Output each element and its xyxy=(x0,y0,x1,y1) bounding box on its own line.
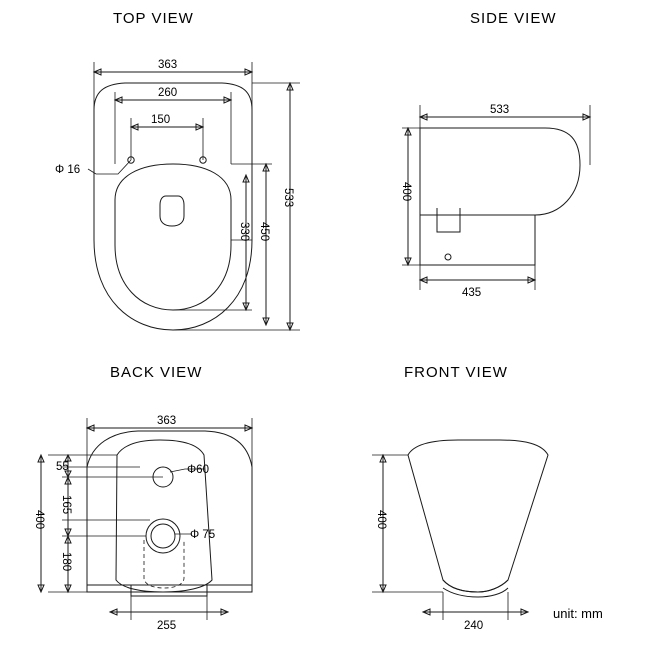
view-title-side-view: SIDE VIEW xyxy=(470,10,557,27)
dim-top-533: 533 xyxy=(282,188,294,208)
dim-back-255: 255 xyxy=(157,620,177,632)
dim-top-330: 330 xyxy=(238,222,250,242)
unit-label: unit: mm xyxy=(553,606,603,621)
dim-top-260: 260 xyxy=(158,87,178,99)
view-title-back-view: BACK VIEW xyxy=(110,364,203,381)
dim-back-180: 180 xyxy=(60,552,72,572)
dim-top-150: 150 xyxy=(151,114,171,126)
side-view-dimensions xyxy=(400,104,590,299)
back-view-dimensions xyxy=(33,415,252,632)
front-view-dimensions xyxy=(372,455,528,632)
dim-side-400: 400 xyxy=(400,182,412,202)
dim-back-363: 363 xyxy=(157,415,177,427)
back-view-geometry xyxy=(87,431,252,596)
dim-front-240: 240 xyxy=(464,620,484,632)
dim-side-435: 435 xyxy=(462,287,482,299)
dim-back-165: 165 xyxy=(60,495,72,515)
dim-back-hole-75: Φ 75 xyxy=(190,529,216,541)
dim-back-55: 55 xyxy=(56,461,69,473)
dim-back-hole-60: Φ60 xyxy=(187,464,209,476)
view-title-top-view: TOP VIEW xyxy=(113,10,194,27)
dim-top-363: 363 xyxy=(158,59,178,71)
view-title-front-view: FRONT VIEW xyxy=(404,364,508,381)
top-view-dimensions xyxy=(55,59,300,330)
dim-back-400: 400 xyxy=(33,510,45,530)
dim-top-450: 450 xyxy=(258,222,270,242)
dim-side-533: 533 xyxy=(490,104,510,116)
dim-top-hole-dia: Φ 16 xyxy=(55,164,81,176)
front-view-geometry xyxy=(408,440,548,597)
dim-front-400: 400 xyxy=(375,510,387,530)
side-view-geometry xyxy=(420,128,580,265)
